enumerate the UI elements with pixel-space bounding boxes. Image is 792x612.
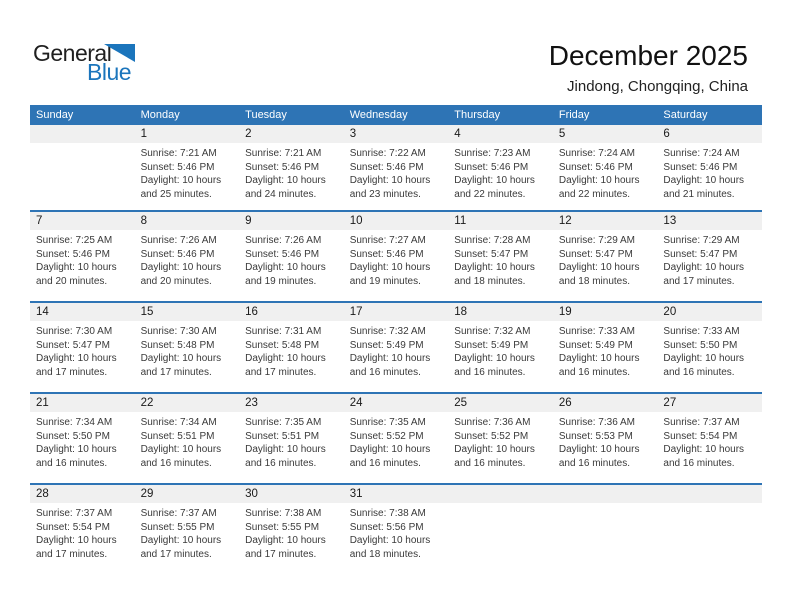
- day-details: [657, 321, 762, 379]
- sunrise-line: Sunrise: 7:32 AM: [454, 326, 531, 337]
- daylight-line: Daylight: 10 hours: [663, 175, 745, 186]
- daylight-line-cont: and 17 minutes.: [245, 366, 317, 378]
- day-number: 2: [239, 125, 344, 143]
- day-number: [657, 485, 762, 503]
- weekday-header-saturday: Saturday: [663, 109, 708, 121]
- sunset-line: Sunset: 5:49 PM: [349, 339, 424, 351]
- daylight-line-cont: and 18 minutes.: [454, 275, 526, 287]
- day-details: [135, 143, 240, 201]
- sunset-line: Sunset: 5:47 PM: [558, 248, 633, 260]
- day-cell-31: [344, 485, 449, 574]
- day-cell-3: [344, 125, 449, 210]
- daylight-line-cont: and 18 minutes.: [558, 275, 631, 287]
- daylight-line-cont: and 22 minutes.: [454, 188, 526, 200]
- sunset-line: Sunset: 5:52 PM: [349, 430, 424, 442]
- sunrise-line: Sunrise: 7:22 AM: [349, 148, 426, 159]
- logo-text-general: General: [33, 40, 112, 66]
- sunset-line: Sunset: 5:52 PM: [454, 430, 529, 442]
- sunset-line: Sunset: 5:48 PM: [245, 339, 320, 351]
- day-details: [30, 321, 135, 379]
- daylight-line: Daylight: 10 hours: [349, 175, 431, 186]
- day-details: [239, 321, 344, 379]
- sunset-line: Sunset: 5:51 PM: [245, 430, 320, 442]
- sunrise-line: Sunrise: 7:38 AM: [245, 508, 322, 519]
- daylight-line-cont: and 16 minutes.: [36, 457, 108, 469]
- calendar-grid: [30, 125, 762, 574]
- day-cell-30: [239, 485, 344, 574]
- day-number: 8: [135, 212, 240, 230]
- daylight-line: Daylight: 10 hours: [454, 353, 535, 364]
- day-number: 1: [135, 125, 240, 143]
- daylight-line-cont: and 16 minutes.: [663, 457, 735, 469]
- daylight-line-cont: and 16 minutes.: [558, 457, 631, 469]
- week-row-2: [30, 210, 762, 301]
- sunrise-line: Sunrise: 7:27 AM: [349, 235, 426, 246]
- sunset-line: Sunset: 5:47 PM: [663, 248, 738, 260]
- day-cell-17: [344, 303, 449, 392]
- sunset-line: Sunset: 5:49 PM: [454, 339, 529, 351]
- day-cell-28: [30, 485, 135, 574]
- day-number: 3: [344, 125, 449, 143]
- day-details: [239, 412, 344, 470]
- weekday-header-friday: Friday: [558, 109, 590, 121]
- sunset-line: Sunset: 5:50 PM: [663, 339, 738, 351]
- day-number: 31: [344, 485, 449, 503]
- daylight-line-cont: and 16 minutes.: [454, 457, 526, 469]
- sunset-line: Sunset: 5:50 PM: [36, 430, 110, 442]
- daylight-line-cont: and 17 minutes.: [36, 366, 108, 378]
- empty-day-cell: [30, 125, 135, 210]
- sunrise-line: Sunrise: 7:24 AM: [558, 148, 635, 159]
- day-cell-21: [30, 394, 135, 483]
- day-cell-26: [553, 394, 658, 483]
- day-cell-1: [135, 125, 240, 210]
- daylight-line-cont: and 21 minutes.: [663, 188, 735, 200]
- daylight-line-cont: and 19 minutes.: [245, 275, 317, 287]
- sunrise-line: Sunrise: 7:36 AM: [454, 417, 531, 428]
- day-cell-2: [239, 125, 344, 210]
- daylight-line: Daylight: 10 hours: [349, 535, 431, 546]
- sunrise-line: Sunrise: 7:37 AM: [663, 417, 740, 428]
- day-details: [344, 143, 449, 201]
- daylight-line: Daylight: 10 hours: [663, 444, 745, 455]
- empty-day-cell: [657, 485, 762, 574]
- sunrise-line: Sunrise: 7:26 AM: [140, 235, 217, 246]
- sunset-line: Sunset: 5:47 PM: [36, 339, 110, 351]
- day-number: 22: [135, 394, 240, 412]
- daylight-line-cont: and 17 minutes.: [36, 548, 108, 560]
- day-number: 18: [448, 303, 553, 321]
- day-number: 28: [30, 485, 135, 503]
- daylight-line: Daylight: 10 hours: [663, 262, 745, 273]
- sunrise-line: Sunrise: 7:33 AM: [663, 326, 740, 337]
- sunrise-line: Sunrise: 7:28 AM: [454, 235, 531, 246]
- daylight-line-cont: and 16 minutes.: [349, 366, 421, 378]
- empty-day-cell: [448, 485, 553, 574]
- day-details: [30, 412, 135, 470]
- day-number: 9: [239, 212, 344, 230]
- day-details: [239, 230, 344, 288]
- week-row-5: [30, 483, 762, 574]
- day-details: [344, 321, 449, 379]
- sunrise-line: Sunrise: 7:32 AM: [349, 326, 426, 337]
- daylight-line-cont: and 17 minutes.: [140, 366, 212, 378]
- week-row-4: [30, 392, 762, 483]
- day-details: [239, 503, 344, 561]
- daylight-line: Daylight: 10 hours: [454, 175, 535, 186]
- day-details: [344, 412, 449, 470]
- sunset-line: Sunset: 5:46 PM: [36, 248, 110, 260]
- day-cell-6: [657, 125, 762, 210]
- weekday-header-tuesday: Tuesday: [245, 109, 287, 121]
- sunset-line: Sunset: 5:46 PM: [349, 248, 424, 260]
- day-number: 20: [657, 303, 762, 321]
- day-cell-7: [30, 212, 135, 301]
- daylight-line: Daylight: 10 hours: [349, 262, 431, 273]
- daylight-line: Daylight: 10 hours: [140, 444, 222, 455]
- day-number: 12: [553, 212, 658, 230]
- daylight-line-cont: and 23 minutes.: [349, 188, 421, 200]
- daylight-line-cont: and 16 minutes.: [558, 366, 631, 378]
- daylight-line-cont: and 16 minutes.: [454, 366, 526, 378]
- day-number: 7: [30, 212, 135, 230]
- sunrise-line: Sunrise: 7:35 AM: [349, 417, 426, 428]
- sunset-line: Sunset: 5:51 PM: [140, 430, 215, 442]
- sunset-line: Sunset: 5:46 PM: [454, 161, 529, 173]
- day-number: 16: [239, 303, 344, 321]
- day-details: [30, 503, 135, 561]
- day-cell-16: [239, 303, 344, 392]
- day-cell-5: [553, 125, 658, 210]
- weekday-header-monday: Monday: [140, 109, 180, 121]
- daylight-line-cont: and 16 minutes.: [140, 457, 212, 469]
- day-details: [553, 412, 658, 470]
- sunrise-line: Sunrise: 7:37 AM: [36, 508, 113, 519]
- day-details: [239, 143, 344, 201]
- daylight-line: Daylight: 10 hours: [558, 444, 640, 455]
- day-number: 19: [553, 303, 658, 321]
- sunrise-line: Sunrise: 7:30 AM: [140, 326, 217, 337]
- day-number: 25: [448, 394, 553, 412]
- weekday-header-wednesday: Wednesday: [349, 109, 408, 121]
- day-cell-29: [135, 485, 240, 574]
- daylight-line: Daylight: 10 hours: [245, 353, 326, 364]
- day-cell-13: [657, 212, 762, 301]
- day-number: 15: [135, 303, 240, 321]
- day-number: 6: [657, 125, 762, 143]
- sunrise-line: Sunrise: 7:29 AM: [558, 235, 635, 246]
- general-blue-logo: [33, 40, 173, 86]
- day-number: 14: [30, 303, 135, 321]
- daylight-line: Daylight: 10 hours: [245, 444, 326, 455]
- daylight-line-cont: and 17 minutes.: [140, 548, 212, 560]
- daylight-line: Daylight: 10 hours: [558, 353, 640, 364]
- daylight-line-cont: and 17 minutes.: [245, 548, 317, 560]
- sunrise-line: Sunrise: 7:30 AM: [36, 326, 113, 337]
- daylight-line-cont: and 22 minutes.: [558, 188, 631, 200]
- day-cell-14: [30, 303, 135, 392]
- day-number: 21: [30, 394, 135, 412]
- sunset-line: Sunset: 5:56 PM: [349, 521, 424, 533]
- sunset-line: Sunset: 5:46 PM: [245, 161, 320, 173]
- weekday-header-row: [30, 105, 762, 125]
- daylight-line-cont: and 20 minutes.: [36, 275, 108, 287]
- day-details: [657, 412, 762, 470]
- page-title: December 2025: [548, 40, 748, 71]
- day-number: 27: [657, 394, 762, 412]
- daylight-line: Daylight: 10 hours: [454, 262, 535, 273]
- sunrise-line: Sunrise: 7:33 AM: [558, 326, 635, 337]
- day-details: [30, 230, 135, 288]
- day-cell-20: [657, 303, 762, 392]
- daylight-line-cont: and 16 minutes.: [349, 457, 421, 469]
- sunset-line: Sunset: 5:55 PM: [245, 521, 320, 533]
- weekday-header-thursday: Thursday: [454, 109, 501, 121]
- day-details: [135, 321, 240, 379]
- sunrise-line: Sunrise: 7:23 AM: [454, 148, 531, 159]
- day-details: [135, 412, 240, 470]
- daylight-line-cont: and 19 minutes.: [349, 275, 421, 287]
- daylight-line-cont: and 18 minutes.: [349, 548, 421, 560]
- daylight-line: Daylight: 10 hours: [140, 353, 222, 364]
- day-number: 11: [448, 212, 553, 230]
- day-cell-15: [135, 303, 240, 392]
- day-number: [553, 485, 658, 503]
- daylight-line: Daylight: 10 hours: [36, 444, 117, 455]
- sunset-line: Sunset: 5:46 PM: [663, 161, 738, 173]
- sunrise-line: Sunrise: 7:21 AM: [245, 148, 322, 159]
- sunset-line: Sunset: 5:54 PM: [36, 521, 110, 533]
- day-number: [448, 485, 553, 503]
- sunrise-line: Sunrise: 7:34 AM: [140, 417, 217, 428]
- daylight-line: Daylight: 10 hours: [140, 535, 222, 546]
- sunrise-line: Sunrise: 7:29 AM: [663, 235, 740, 246]
- day-number: 17: [344, 303, 449, 321]
- sunrise-line: Sunrise: 7:37 AM: [140, 508, 217, 519]
- day-details: [448, 321, 553, 379]
- daylight-line-cont: and 20 minutes.: [140, 275, 212, 287]
- sunset-line: Sunset: 5:46 PM: [140, 248, 215, 260]
- sunrise-line: Sunrise: 7:35 AM: [245, 417, 322, 428]
- day-number: 10: [344, 212, 449, 230]
- day-number: 30: [239, 485, 344, 503]
- daylight-line: Daylight: 10 hours: [349, 444, 431, 455]
- day-details: [135, 503, 240, 561]
- day-details: [344, 230, 449, 288]
- day-number: [30, 125, 135, 143]
- daylight-line-cont: and 16 minutes.: [245, 457, 317, 469]
- day-number: 24: [344, 394, 449, 412]
- daylight-line-cont: and 25 minutes.: [140, 188, 212, 200]
- day-cell-25: [448, 394, 553, 483]
- sunrise-line: Sunrise: 7:25 AM: [36, 235, 113, 246]
- daylight-line: Daylight: 10 hours: [36, 535, 117, 546]
- empty-day-cell: [553, 485, 658, 574]
- daylight-line-cont: and 17 minutes.: [663, 275, 735, 287]
- week-row-1: [30, 125, 762, 210]
- day-number: 29: [135, 485, 240, 503]
- day-number: 26: [553, 394, 658, 412]
- daylight-line: Daylight: 10 hours: [140, 262, 222, 273]
- sunrise-line: Sunrise: 7:21 AM: [140, 148, 217, 159]
- sunset-line: Sunset: 5:46 PM: [140, 161, 215, 173]
- day-cell-27: [657, 394, 762, 483]
- daylight-line: Daylight: 10 hours: [349, 353, 431, 364]
- day-details: [657, 230, 762, 288]
- day-details: [448, 412, 553, 470]
- day-details: [135, 230, 240, 288]
- sunset-line: Sunset: 5:46 PM: [349, 161, 424, 173]
- week-row-3: [30, 301, 762, 392]
- daylight-line: Daylight: 10 hours: [245, 175, 326, 186]
- daylight-line: Daylight: 10 hours: [36, 262, 117, 273]
- sunrise-line: Sunrise: 7:36 AM: [558, 417, 635, 428]
- sunrise-line: Sunrise: 7:24 AM: [663, 148, 740, 159]
- day-cell-18: [448, 303, 553, 392]
- daylight-line: Daylight: 10 hours: [245, 535, 326, 546]
- day-details: [448, 230, 553, 288]
- day-details: [553, 230, 658, 288]
- sunset-line: Sunset: 5:53 PM: [558, 430, 633, 442]
- day-details: [553, 321, 658, 379]
- location-subtitle: Jindong, Chongqing, China: [567, 78, 748, 95]
- day-cell-24: [344, 394, 449, 483]
- sunrise-line: Sunrise: 7:26 AM: [245, 235, 322, 246]
- sunset-line: Sunset: 5:47 PM: [454, 248, 529, 260]
- daylight-line: Daylight: 10 hours: [36, 353, 117, 364]
- sunset-line: Sunset: 5:46 PM: [558, 161, 633, 173]
- day-details: [344, 503, 449, 561]
- day-details: [448, 143, 553, 201]
- day-details: [553, 143, 658, 201]
- day-number: 23: [239, 394, 344, 412]
- daylight-line-cont: and 24 minutes.: [245, 188, 317, 200]
- daylight-line: Daylight: 10 hours: [245, 262, 326, 273]
- day-cell-8: [135, 212, 240, 301]
- daylight-line: Daylight: 10 hours: [140, 175, 222, 186]
- sunrise-line: Sunrise: 7:31 AM: [245, 326, 322, 337]
- sunset-line: Sunset: 5:54 PM: [663, 430, 738, 442]
- calendar: [30, 105, 762, 574]
- day-details: [657, 143, 762, 201]
- sunset-line: Sunset: 5:49 PM: [558, 339, 633, 351]
- day-number: 5: [553, 125, 658, 143]
- daylight-line-cont: and 16 minutes.: [663, 366, 735, 378]
- weekday-header-sunday: Sunday: [36, 109, 74, 121]
- day-cell-4: [448, 125, 553, 210]
- daylight-line: Daylight: 10 hours: [558, 175, 640, 186]
- daylight-line: Daylight: 10 hours: [663, 353, 745, 364]
- day-cell-12: [553, 212, 658, 301]
- day-cell-9: [239, 212, 344, 301]
- sunrise-line: Sunrise: 7:34 AM: [36, 417, 113, 428]
- day-number: 4: [448, 125, 553, 143]
- day-cell-19: [553, 303, 658, 392]
- day-cell-22: [135, 394, 240, 483]
- sunrise-line: Sunrise: 7:38 AM: [349, 508, 426, 519]
- day-cell-10: [344, 212, 449, 301]
- sunset-line: Sunset: 5:46 PM: [245, 248, 320, 260]
- day-cell-11: [448, 212, 553, 301]
- day-number: 13: [657, 212, 762, 230]
- sunset-line: Sunset: 5:48 PM: [140, 339, 215, 351]
- daylight-line: Daylight: 10 hours: [454, 444, 535, 455]
- logo-text-blue: Blue: [87, 59, 132, 85]
- day-cell-23: [239, 394, 344, 483]
- daylight-line: Daylight: 10 hours: [558, 262, 640, 273]
- sunset-line: Sunset: 5:55 PM: [140, 521, 215, 533]
